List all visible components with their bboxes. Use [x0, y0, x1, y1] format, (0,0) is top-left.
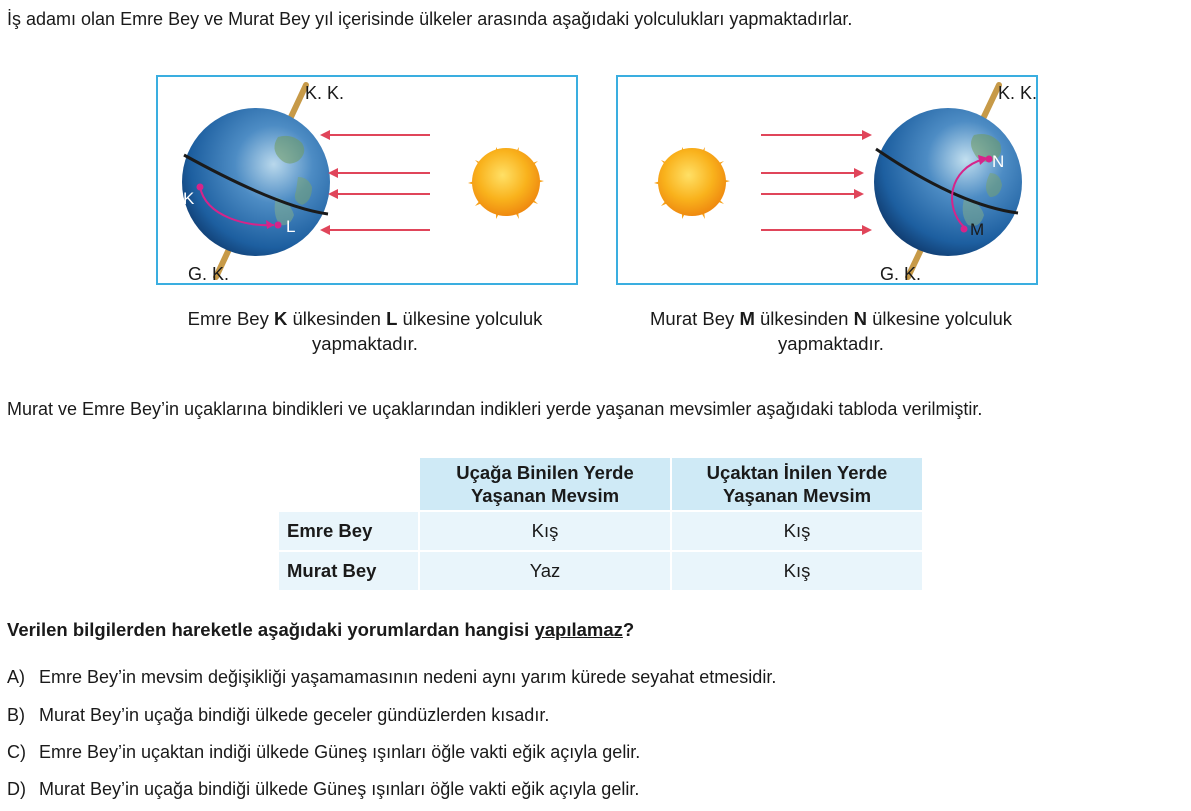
table-row [279, 552, 922, 590]
caption-text: yapmaktadır. [312, 333, 418, 354]
option-text: Emre Bey’in uçaktan indiği ülkede Güneş ışınları öğle vakti eğik açıyla gelir. [39, 742, 641, 762]
answer-option-a[interactable] [7, 667, 776, 688]
caption-text: Murat Bey [650, 308, 740, 329]
option-letter: D) [7, 779, 26, 799]
caption-emre-bey [130, 306, 600, 356]
sunlight-arrows [761, 130, 872, 235]
point-k-label: K [183, 189, 195, 208]
point-l-label: L [286, 217, 296, 236]
point-m-marker [961, 226, 968, 233]
row-landing-season: Kış [672, 552, 922, 590]
point-k-marker [197, 184, 204, 191]
point-l-marker [275, 222, 282, 229]
row-person: Murat Bey [279, 552, 418, 590]
header-line: Uçağa Binilen Yerde [456, 462, 634, 483]
option-letter: B) [7, 705, 25, 725]
answer-option-b[interactable] [7, 705, 549, 726]
caption-text: yapmaktadır. [778, 333, 884, 354]
table-header-row [279, 458, 922, 510]
table-row [279, 512, 922, 550]
caption-murat-bey [596, 306, 1066, 356]
header-line: Uçaktan İnilen Yerde [706, 462, 888, 483]
figure-murat-bey [616, 75, 1038, 285]
caption-text: ülkesinden [287, 308, 387, 329]
question-emphasis: yapılamaz [534, 619, 623, 640]
row-landing-season: Kış [672, 512, 922, 550]
header-line: Yaşanan Mevsim [722, 485, 872, 506]
caption-country-from: K [273, 308, 288, 329]
question-mark: ? [622, 619, 635, 640]
caption-text: ülkesine yolculuk [397, 308, 543, 329]
earth-globe [874, 108, 1022, 256]
north-pole-label: K. K. [998, 83, 1038, 103]
row-person: Emre Bey [279, 512, 418, 550]
earth-sun-illustration-right [618, 77, 1038, 285]
answer-option-d[interactable] [7, 779, 639, 800]
header-landing-season [672, 458, 922, 510]
intro-text: İş adamı olan Emre Bey ve Murat Bey yıl içerisinde ülkeler arasında aşağıdaki yolculukları yapmaktadırlar. [7, 9, 853, 29]
option-text: Murat Bey’in uçağa bindiği ülkede geceler gündüzlerden kısadır. [39, 705, 550, 725]
option-letter: C) [7, 742, 26, 762]
caption-country-from: M [739, 308, 755, 329]
question-stem [7, 619, 634, 641]
sun-icon [654, 147, 730, 219]
answer-option-c[interactable] [7, 742, 640, 763]
point-m-label: M [970, 220, 985, 239]
earth-globe [182, 108, 330, 256]
south-pole-label: G. K. [880, 264, 922, 284]
caption-text: Emre Bey [187, 308, 274, 329]
point-n-label: N [992, 152, 1005, 171]
row-boarding-season: Kış [420, 512, 670, 550]
option-text: Murat Bey’in uçağa bindiği ülkede Güneş ışınları öğle vakti eğik açıyla gelir. [39, 779, 640, 799]
question-text: Verilen bilgilerden hareketle aşağıdaki yorumlardan hangisi [7, 619, 535, 640]
earth-sun-illustration-left [158, 77, 578, 285]
row-boarding-season: Yaz [420, 552, 670, 590]
table-intro-text: Murat ve Emre Bey’in uçaklarına bindikleri ve uçaklarından indikleri yerde yaşanan mevsimler aşağıdaki tabloda verilmiştir. [7, 399, 983, 419]
option-letter: A) [7, 667, 25, 687]
sunlight-arrows [320, 130, 430, 235]
caption-text: ülkesine yolculuk [866, 308, 1012, 329]
caption-country-to: N [853, 308, 867, 329]
option-text: Emre Bey’in mevsim değişikliği yaşamamasının nedeni aynı yarım kürede seyahat etmesidir. [39, 667, 777, 687]
header-boarding-season [420, 458, 670, 510]
sun-icon [468, 147, 544, 219]
caption-country-to: L [386, 308, 398, 329]
north-pole-label: K. K. [305, 83, 345, 103]
seasons-table [277, 456, 924, 592]
header-line: Yaşanan Mevsim [470, 485, 620, 506]
south-pole-label: G. K. [188, 264, 230, 284]
figure-emre-bey [156, 75, 578, 285]
table-corner-cell [279, 458, 418, 510]
caption-text: ülkesinden [754, 308, 854, 329]
